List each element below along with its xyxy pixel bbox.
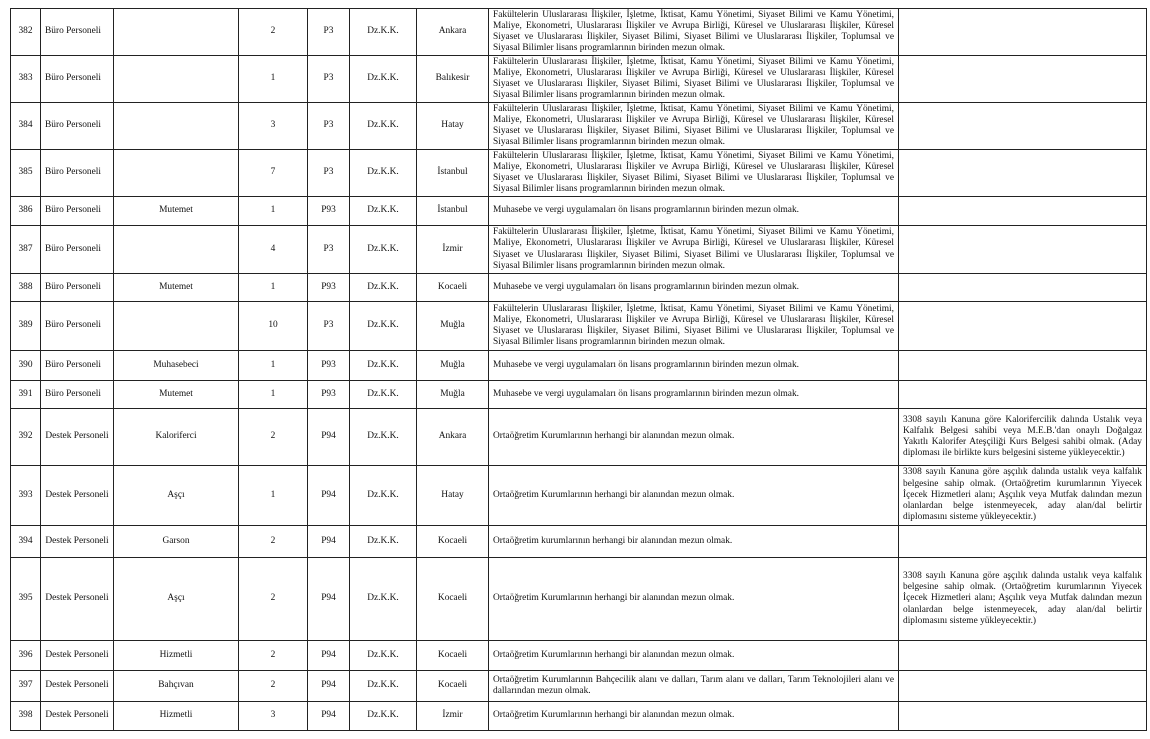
row-number-cell: 388 bbox=[11, 274, 41, 302]
job-title-cell: Büro Personeli bbox=[41, 274, 114, 302]
job-title-cell: Büro Personeli bbox=[41, 302, 114, 351]
kpss-code-cell: P93 bbox=[308, 274, 350, 302]
additional-note-cell bbox=[899, 56, 1147, 103]
additional-note-cell bbox=[899, 302, 1147, 351]
qualification-cell: Fakültelerin Uluslararası İlişkiler, İşletme, İktisat, Kamu Yönetimi, Siyaset Bilimi ve Kamu Yönetimi, Maliye, Ekonometri, Uluslararası İlişkiler ve Avrupa Birliği, Küresel ve Uluslararası İlişkiler, Küresel Siyaset ve Uluslararası İlişkiler, Siyaset Bilimi, Siyaset Bilimi ve Uluslararası İlişkiler, Toplumsal ve Siyasal Bilimler lisans programlarının birinden mezun olmak. bbox=[489, 226, 899, 274]
row-number-cell: 397 bbox=[11, 671, 41, 702]
position-count-cell: 10 bbox=[239, 302, 308, 351]
exam-type-cell: Dz.K.K. bbox=[350, 409, 417, 466]
position-name-cell: Kaloriferci bbox=[114, 409, 239, 466]
table-row bbox=[11, 274, 1147, 302]
city-cell: Hatay bbox=[417, 103, 489, 150]
city-cell: Kocaeli bbox=[417, 526, 489, 558]
qualification-cell: Muhasebe ve vergi uygulamaları ön lisans programlarının birinden mezun olmak. bbox=[489, 274, 899, 302]
position-count-cell: 4 bbox=[239, 226, 308, 274]
job-title-cell: Büro Personeli bbox=[41, 351, 114, 381]
city-cell: Muğla bbox=[417, 302, 489, 351]
row-number-cell: 384 bbox=[11, 103, 41, 150]
job-title-cell: Destek Personeli bbox=[41, 409, 114, 466]
row-number-cell: 385 bbox=[11, 150, 41, 197]
position-count-cell: 3 bbox=[239, 103, 308, 150]
table-row bbox=[11, 702, 1147, 731]
position-count-cell: 1 bbox=[239, 274, 308, 302]
position-name-cell: Muhasebeci bbox=[114, 351, 239, 381]
additional-note-cell bbox=[899, 671, 1147, 702]
job-title-cell: Destek Personeli bbox=[41, 526, 114, 558]
position-name-cell bbox=[114, 9, 239, 56]
kpss-code-cell: P3 bbox=[308, 302, 350, 351]
city-cell: Kocaeli bbox=[417, 558, 489, 641]
additional-note-cell: 3308 sayılı Kanuna göre Kalorifercilik dalında Ustalık veya Kalfalık Belgesi sahibi veya M.E.B.'dan onaylı Doğalgaz Yakıtlı Kalorifer Ateşçiliği Kurs Belgesi sahibi olmak. (Aday diploması ile birlikte kurs belgesini sisteme yükleyecektir.) bbox=[899, 409, 1147, 466]
table-row bbox=[11, 351, 1147, 381]
qualification-cell: Ortaöğretim Kurumlarının herhangi bir alanından mezun olmak. bbox=[489, 558, 899, 641]
row-number-cell: 383 bbox=[11, 56, 41, 103]
position-name-cell: Mutemet bbox=[114, 381, 239, 409]
qualification-cell: Ortaöğretim Kurumlarının herhangi bir alanından mezun olmak. bbox=[489, 466, 899, 526]
city-cell: Kocaeli bbox=[417, 671, 489, 702]
position-count-cell: 1 bbox=[239, 351, 308, 381]
exam-type-cell: Dz.K.K. bbox=[350, 302, 417, 351]
position-count-cell: 2 bbox=[239, 641, 308, 671]
position-count-cell: 2 bbox=[239, 409, 308, 466]
exam-type-cell: Dz.K.K. bbox=[350, 381, 417, 409]
exam-type-cell: Dz.K.K. bbox=[350, 9, 417, 56]
position-count-cell: 1 bbox=[239, 381, 308, 409]
qualification-cell: Muhasebe ve vergi uygulamaları ön lisans programlarının birinden mezun olmak. bbox=[489, 197, 899, 226]
position-count-cell: 1 bbox=[239, 56, 308, 103]
kpss-code-cell: P94 bbox=[308, 526, 350, 558]
kpss-code-cell: P94 bbox=[308, 702, 350, 731]
position-count-cell: 2 bbox=[239, 671, 308, 702]
position-name-cell bbox=[114, 302, 239, 351]
row-number-cell: 392 bbox=[11, 409, 41, 466]
position-count-cell: 2 bbox=[239, 526, 308, 558]
table-row bbox=[11, 526, 1147, 558]
city-cell: İzmir bbox=[417, 702, 489, 731]
job-title-cell: Destek Personeli bbox=[41, 641, 114, 671]
additional-note-cell bbox=[899, 197, 1147, 226]
position-name-cell: Hizmetli bbox=[114, 702, 239, 731]
additional-note-cell: 3308 sayılı Kanuna göre aşçılık dalında ustalık veya kalfalık belgesine sahip olmak. (Ortaöğretim kurumlarının Yiyecek İçecek Hizmetleri alanı; Aşçılık veya Mutfak dalından mezun olanlardan belge istenmeyecek, aday alan/dal belirtir diplomasını sisteme yükleyecektir.) bbox=[899, 558, 1147, 641]
exam-type-cell: Dz.K.K. bbox=[350, 671, 417, 702]
kpss-code-cell: P3 bbox=[308, 150, 350, 197]
additional-note-cell bbox=[899, 526, 1147, 558]
kpss-code-cell: P94 bbox=[308, 466, 350, 526]
row-number-cell: 391 bbox=[11, 381, 41, 409]
row-number-cell: 390 bbox=[11, 351, 41, 381]
table-row bbox=[11, 197, 1147, 226]
position-count-cell: 7 bbox=[239, 150, 308, 197]
row-number-cell: 387 bbox=[11, 226, 41, 274]
qualification-cell: Fakültelerin Uluslararası İlişkiler, İşletme, İktisat, Kamu Yönetimi, Siyaset Bilimi ve Kamu Yönetimi, Maliye, Ekonometri, Uluslararası İlişkiler ve Avrupa Birliği, Küresel ve Uluslararası İlişkiler, Küresel Siyaset ve Uluslararası İlişkiler, Siyaset Bilimi, Siyaset Bilimi ve Uluslararası İlişkiler, Toplumsal ve Siyasal Bilimler lisans programlarının birinden mezun olmak. bbox=[489, 302, 899, 351]
exam-type-cell: Dz.K.K. bbox=[350, 56, 417, 103]
exam-type-cell: Dz.K.K. bbox=[350, 274, 417, 302]
row-number-cell: 394 bbox=[11, 526, 41, 558]
city-cell: İstanbul bbox=[417, 150, 489, 197]
position-name-cell bbox=[114, 150, 239, 197]
table-row bbox=[11, 9, 1147, 56]
position-name-cell bbox=[114, 56, 239, 103]
position-name-cell: Garson bbox=[114, 526, 239, 558]
additional-note-cell bbox=[899, 9, 1147, 56]
qualification-cell: Fakültelerin Uluslararası İlişkiler, İşletme, İktisat, Kamu Yönetimi, Siyaset Bilimi ve Kamu Yönetimi, Maliye, Ekonometri, Uluslararası İlişkiler ve Avrupa Birliği, Küresel ve Uluslararası İlişkiler, Küresel Siyaset ve Uluslararası İlişkiler, Siyaset Bilimi, Siyaset Bilimi ve Uluslararası İlişkiler, Toplumsal ve Siyasal Bilimler lisans programlarının birinden mezun olmak. bbox=[489, 56, 899, 103]
exam-type-cell: Dz.K.K. bbox=[350, 526, 417, 558]
row-number-cell: 396 bbox=[11, 641, 41, 671]
additional-note-cell bbox=[899, 351, 1147, 381]
job-title-cell: Büro Personeli bbox=[41, 56, 114, 103]
kpss-code-cell: P94 bbox=[308, 409, 350, 466]
city-cell: İzmir bbox=[417, 226, 489, 274]
city-cell: İstanbul bbox=[417, 197, 489, 226]
table-row bbox=[11, 302, 1147, 351]
qualification-cell: Muhasebe ve vergi uygulamaları ön lisans programlarının birinden mezun olmak. bbox=[489, 351, 899, 381]
position-name-cell: Hizmetli bbox=[114, 641, 239, 671]
kpss-code-cell: P93 bbox=[308, 381, 350, 409]
city-cell: Ankara bbox=[417, 409, 489, 466]
exam-type-cell: Dz.K.K. bbox=[350, 351, 417, 381]
qualification-cell: Ortaöğretim Kurumlarının Bahçecilik alanı ve dalları, Tarım alanı ve dalları, Tarım Teknolojileri alanı ve dallarından mezun olmak. bbox=[489, 671, 899, 702]
position-name-cell: Aşçı bbox=[114, 466, 239, 526]
job-title-cell: Büro Personeli bbox=[41, 103, 114, 150]
kpss-code-cell: P3 bbox=[308, 56, 350, 103]
kpss-code-cell: P93 bbox=[308, 351, 350, 381]
additional-note-cell bbox=[899, 274, 1147, 302]
qualification-cell: Fakültelerin Uluslararası İlişkiler, İşletme, İktisat, Kamu Yönetimi, Siyaset Bilimi ve Kamu Yönetimi, Maliye, Ekonometri, Uluslararası İlişkiler ve Avrupa Birliği, Küresel ve Uluslararası İlişkiler, Küresel Siyaset ve Uluslararası İlişkiler, Siyaset Bilimi, Siyaset Bilimi ve Uluslararası İlişkiler, Toplumsal ve Siyasal Bilimler lisans programlarının birinden mezun olmak. bbox=[489, 150, 899, 197]
additional-note-cell bbox=[899, 103, 1147, 150]
exam-type-cell: Dz.K.K. bbox=[350, 226, 417, 274]
exam-type-cell: Dz.K.K. bbox=[350, 702, 417, 731]
position-name-cell: Mutemet bbox=[114, 197, 239, 226]
exam-type-cell: Dz.K.K. bbox=[350, 466, 417, 526]
job-title-cell: Destek Personeli bbox=[41, 702, 114, 731]
position-count-cell: 2 bbox=[239, 9, 308, 56]
city-cell: Kocaeli bbox=[417, 641, 489, 671]
table-row bbox=[11, 558, 1147, 641]
position-count-cell: 3 bbox=[239, 702, 308, 731]
city-cell: Muğla bbox=[417, 381, 489, 409]
additional-note-cell bbox=[899, 702, 1147, 731]
kpss-code-cell: P3 bbox=[308, 103, 350, 150]
position-name-cell bbox=[114, 226, 239, 274]
table-row bbox=[11, 56, 1147, 103]
job-title-cell: Destek Personeli bbox=[41, 466, 114, 526]
additional-note-cell bbox=[899, 226, 1147, 274]
qualification-cell: Fakültelerin Uluslararası İlişkiler, İşletme, İktisat, Kamu Yönetimi, Siyaset Bilimi ve Kamu Yönetimi, Maliye, Ekonometri, Uluslararası İlişkiler ve Avrupa Birliği, Küresel ve Uluslararası İlişkiler, Küresel Siyaset ve Uluslararası İlişkiler, Siyaset Bilimi, Siyaset Bilimi ve Uluslararası İlişkiler, Toplumsal ve Siyasal Bilimler lisans programlarının birinden mezun olmak. bbox=[489, 103, 899, 150]
table-row bbox=[11, 150, 1147, 197]
qualification-cell: Ortaöğretim kurumlarının herhangi bir alanından mezun olmak. bbox=[489, 526, 899, 558]
job-title-cell: Destek Personeli bbox=[41, 671, 114, 702]
table-row bbox=[11, 409, 1147, 466]
qualification-cell: Ortaöğretim Kurumlarının herhangi bir alanından mezun olmak. bbox=[489, 409, 899, 466]
city-cell: Kocaeli bbox=[417, 274, 489, 302]
kpss-code-cell: P94 bbox=[308, 671, 350, 702]
table-row bbox=[11, 671, 1147, 702]
job-title-cell: Büro Personeli bbox=[41, 9, 114, 56]
position-count-cell: 2 bbox=[239, 558, 308, 641]
kpss-code-cell: P93 bbox=[308, 197, 350, 226]
exam-type-cell: Dz.K.K. bbox=[350, 641, 417, 671]
city-cell: Balıkesir bbox=[417, 56, 489, 103]
table-row bbox=[11, 226, 1147, 274]
additional-note-cell bbox=[899, 150, 1147, 197]
table-row bbox=[11, 103, 1147, 150]
additional-note-cell bbox=[899, 381, 1147, 409]
row-number-cell: 382 bbox=[11, 9, 41, 56]
positions-table bbox=[10, 8, 1147, 731]
row-number-cell: 386 bbox=[11, 197, 41, 226]
additional-note-cell: 3308 sayılı Kanuna göre aşçılık dalında ustalık veya kalfalık belgesine sahip olmak. (Ortaöğretim kurumlarının Yiyecek İçecek Hizmetleri alanı; Aşçılık veya Mutfak dalından mezun olanlardan belge istenmeyecek, aday alan/dal belirtir diplomasını sisteme yükleyecektir.) bbox=[899, 466, 1147, 526]
city-cell: Muğla bbox=[417, 351, 489, 381]
qualification-cell: Fakültelerin Uluslararası İlişkiler, İşletme, İktisat, Kamu Yönetimi, Siyaset Bilimi ve Kamu Yönetimi, Maliye, Ekonometri, Uluslararası İlişkiler ve Avrupa Birliği, Küresel ve Uluslararası İlişkiler, Küresel Siyaset ve Uluslararası İlişkiler, Siyaset Bilimi, Siyaset Bilimi ve Uluslararası İlişkiler, Toplumsal ve Siyasal Bilimler lisans programlarının birinden mezun olmak. bbox=[489, 9, 899, 56]
qualification-cell: Ortaöğretim Kurumlarının herhangi bir alanından mezun olmak. bbox=[489, 702, 899, 731]
additional-note-cell bbox=[899, 641, 1147, 671]
job-title-cell: Büro Personeli bbox=[41, 150, 114, 197]
city-cell: Ankara bbox=[417, 9, 489, 56]
job-title-cell: Destek Personeli bbox=[41, 558, 114, 641]
exam-type-cell: Dz.K.K. bbox=[350, 150, 417, 197]
exam-type-cell: Dz.K.K. bbox=[350, 103, 417, 150]
exam-type-cell: Dz.K.K. bbox=[350, 558, 417, 641]
exam-type-cell: Dz.K.K. bbox=[350, 197, 417, 226]
row-number-cell: 395 bbox=[11, 558, 41, 641]
position-name-cell bbox=[114, 103, 239, 150]
table-row bbox=[11, 641, 1147, 671]
qualification-cell: Ortaöğretim Kurumlarının herhangi bir alanından mezun olmak. bbox=[489, 641, 899, 671]
kpss-code-cell: P3 bbox=[308, 9, 350, 56]
table-body bbox=[11, 9, 1147, 731]
position-name-cell: Mutemet bbox=[114, 274, 239, 302]
position-count-cell: 1 bbox=[239, 466, 308, 526]
job-title-cell: Büro Personeli bbox=[41, 197, 114, 226]
qualification-cell: Muhasebe ve vergi uygulamaları ön lisans programlarının birinden mezun olmak. bbox=[489, 381, 899, 409]
kpss-code-cell: P94 bbox=[308, 641, 350, 671]
job-title-cell: Büro Personeli bbox=[41, 226, 114, 274]
position-name-cell: Aşçı bbox=[114, 558, 239, 641]
city-cell: Hatay bbox=[417, 466, 489, 526]
row-number-cell: 389 bbox=[11, 302, 41, 351]
row-number-cell: 393 bbox=[11, 466, 41, 526]
position-name-cell: Bahçıvan bbox=[114, 671, 239, 702]
table-row bbox=[11, 381, 1147, 409]
table-row bbox=[11, 466, 1147, 526]
kpss-code-cell: P3 bbox=[308, 226, 350, 274]
kpss-code-cell: P94 bbox=[308, 558, 350, 641]
row-number-cell: 398 bbox=[11, 702, 41, 731]
position-count-cell: 1 bbox=[239, 197, 308, 226]
job-title-cell: Büro Personeli bbox=[41, 381, 114, 409]
